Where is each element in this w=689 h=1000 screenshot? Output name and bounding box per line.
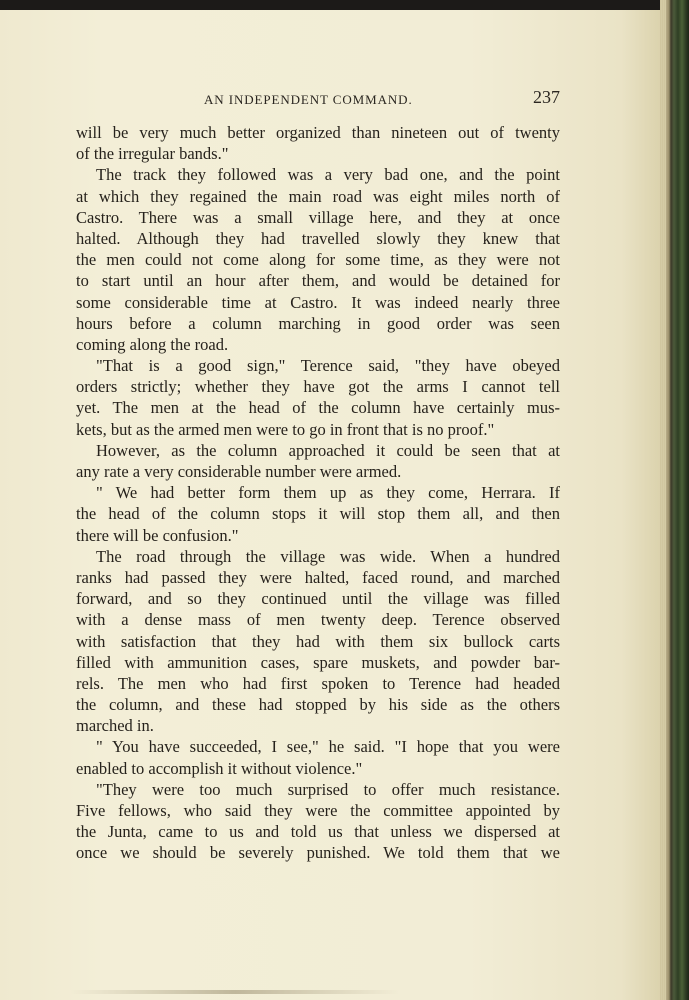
- text-line: there will be confusion.": [76, 525, 239, 545]
- text-line: However, as the column approached it could be seen that at: [96, 440, 560, 460]
- text-line: kets, but as the armed men were to go in front that is no proof.": [76, 419, 495, 439]
- text-line: enabled to accomplish it without violence.": [76, 758, 363, 778]
- text-line: with satisfaction that they had with them six bullock carts: [76, 631, 560, 651]
- text-line: the men could not come along for some time, as they were not: [76, 250, 560, 270]
- text-line: at which they regained the main road was eight miles north of: [76, 186, 560, 206]
- top-edge: [0, 0, 689, 10]
- text-line: coming along the road.: [76, 334, 229, 354]
- text-line: to start until an hour after them, and would be detained for: [76, 271, 560, 291]
- text-line: forward, and so they continued until the village was filled: [76, 589, 560, 609]
- text-line: " You have succeeded, I see," he said. "I hope that you were: [96, 737, 560, 757]
- body-text: [76, 122, 560, 864]
- text-line: rels. The men who had first spoken to Terence had headed: [76, 673, 560, 693]
- book-spine: [666, 0, 689, 1000]
- text-line: Castro. There was a small village here, and they at once: [76, 207, 560, 227]
- text-line: some considerable time at Castro. It was indeed nearly three: [76, 292, 560, 312]
- text-line: "That is a good sign," Terence said, "they have obeyed: [96, 356, 560, 376]
- text-line: filled with ammunition cases, spare muskets, and powder bar-: [76, 652, 560, 672]
- text-line: The road through the village was wide. When a hundred: [96, 546, 560, 566]
- text-line: will be very much better organized than nineteen out of twenty: [76, 123, 560, 142]
- text-line: any rate a very considerable number were armed.: [76, 462, 402, 481]
- text-line: halted. Although they had travelled slowly they knew that: [76, 228, 560, 248]
- text-line: with a dense mass of men twenty deep. Terence observed: [76, 610, 560, 630]
- bottom-shadow: [70, 990, 400, 994]
- text-line: " We had better form them up as they come, Herrara. If: [96, 483, 560, 503]
- text-line: "They were too much surprised to offer much resistance.: [96, 779, 560, 799]
- text-line: The track they followed was a very bad one, and the point: [96, 165, 560, 185]
- text-line: orders strictly; whether they have got the arms I cannot tell: [76, 377, 560, 397]
- text-line: the head of the column stops it will stop them all, and then: [76, 504, 560, 524]
- text-line: the column, and these had stopped by his side as the others: [76, 695, 560, 715]
- text-line: hours before a column marching in good order was seen: [76, 313, 560, 333]
- text-line: Five fellows, who said they were the committee appointed by: [76, 801, 560, 820]
- text-line: once we should be severely punished. We told them that we: [76, 843, 560, 863]
- running-head: AN INDEPENDENT COMMAND.: [204, 92, 413, 107]
- text-line: marched in.: [76, 716, 154, 736]
- text-line: of the irregular bands.": [76, 144, 229, 164]
- text-line: yet. The men at the head of the column have certainly mus-: [76, 398, 560, 418]
- page-header: [76, 86, 560, 112]
- text-line: ranks had passed they were halted, faced round, and marched: [76, 567, 560, 587]
- page-number: 237: [533, 87, 560, 107]
- text-line: the Junta, came to us and told us that unless we dispersed at: [76, 822, 560, 842]
